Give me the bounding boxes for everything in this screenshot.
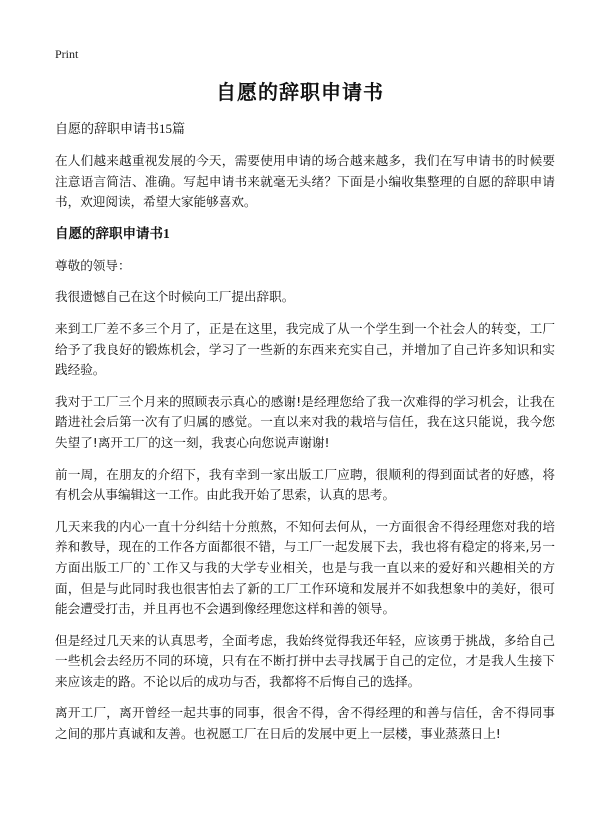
body-paragraph: 来到工厂差不多三个月了，正是在这里，我完成了从一个学生到一个社会人的转变，工厂给予了我良好的锻炼机会，学习了一些新的东西来充实自己，并增加了自己许多知识和实践经验。	[55, 320, 555, 378]
body-paragraph: 但是经过几天来的认真思考，全面考虑，我始终觉得我还年轻，应该勇于挑战，多给自己一些机会去经历不同的环境，只有在不断打拼中去寻找属于自己的定位，才是我人生接下来应该走的路。不论以后的成功与否，我都将不后悔自己的选择。	[55, 632, 555, 689]
body-paragraph: 我对于工厂三个月来的照顾表示真心的感谢!是经理您给了我一次难得的学习机会，让我在踏进社会后第一次有了归属的感觉。一直以来对我的栽培与信任，我在这只能说，我今您失望了!离开工厂的这一刻，我衷心向您说声谢谢!	[55, 393, 555, 450]
document-subtitle: 自愿的辞职申请书15篇	[55, 121, 186, 136]
print-link[interactable]: Print	[55, 47, 79, 61]
body-paragraph: 几天来我的内心一直十分纠结十分煎熬，不知何去何从，一方面很舍不得经理您对我的培养和教导，现在的工作各方面都很不错，与工厂一起发展下去，我也将有稳定的将来,另一方面出版工厂的`工作又与我的大学专业相关，也是与我一直以来的爱好和兴趣相关的方面，但是与此同时我也很害怕去了新的工厂工作环境和发展并不如我想象中的美好，很可能会遭受打击，并且再也不会遇到像经理您这样和善的领导。	[55, 518, 555, 617]
section-heading: 自愿的辞职申请书1	[55, 225, 170, 241]
salutation: 尊敬的领导：	[55, 257, 131, 273]
page-title: 自愿的辞职申请书	[216, 80, 384, 104]
intro-paragraph: 在人们越来越重视发展的今天，需要使用申请的场合越来越多，我们在写申请书的时候要注意语言简洁、准确。写起申请书来就毫无头绪？下面是小编收集整理的自愿的辞职申请书，欢迎阅读，希望大家能够喜欢。	[55, 153, 555, 210]
body-paragraph: 前一周，在朋友的介绍下，我有幸到一家出版工厂应聘，很顺利的得到面试者的好感，将有机会从事编辑这一工作。由此我开始了思索，认真的思考。	[55, 466, 555, 503]
body-paragraph: 我很遗憾自己在这个时候向工厂提出辞职。	[55, 289, 295, 305]
body-paragraph: 离开工厂，离开曾经一起共事的同事，很舍不得，舍不得经理的和善与信任，舍不得同事之间的那片真诚和友善。也祝愿工厂在日后的发展中更上一层楼，事业蒸蒸日上!	[55, 705, 555, 742]
document-body	[55, 119, 555, 756]
